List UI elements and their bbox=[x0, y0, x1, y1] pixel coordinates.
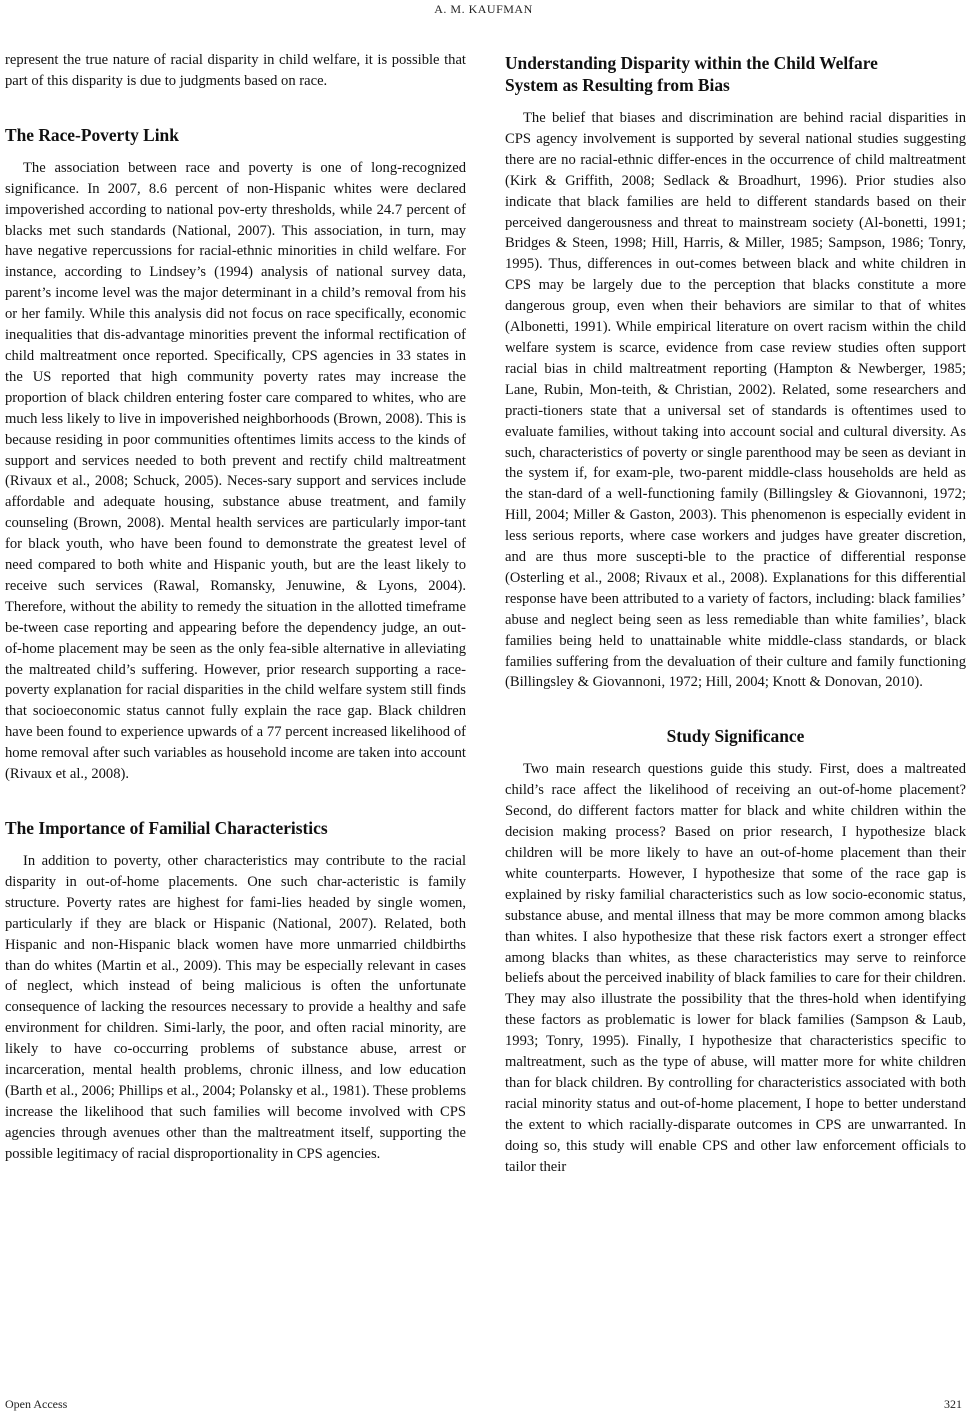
section-title-disparity-bias bbox=[505, 52, 966, 96]
study-significance-paragraph: Two main research questions guide this study. First, does a maltreated child’s race affect the likelihood of receiving an out-of-home placement? Second, do different factors matter for black and white children within the decision making process? Based on prior research, I hypothesize black children will be more likely to have an out-of-home placement than their white counterparts. However, I hypothesize that some of the race gap is explained by risky familial characteristics such as low socio-economic status, substance abuse, and mental illness that may be more common among blacks than whites. I also hypothesize that these risk factors exert a stronger effect among blacks than whites, as these characteristics may serve to reinforce beliefs about the perceived inability of black families to care for their children. They may also illustrate the possibility that the thres-hold when identifying these factors as problematic is lower for black families (Sampson & Laub, 1993; Tonry, 1995). Finally, I hypothesize that characteristics specific to maltreatment, such as the type of abuse, will matter more for white children than for black children. By controlling for characteristics associated with both racial minority status and out-of-home placement, I hope to better understand the extent to which racially-disparate outcomes in CPS are unwarranted. In doing so, this study will enable CPS and other law enforcement officials to tailor their bbox=[505, 761, 966, 1175]
section-title-familial-characteristics: The Importance of Familial Characteristics bbox=[5, 818, 328, 838]
intro-paragraph: represent the true nature of racial disparity in child welfare, it is possible that part of this disparity is due to judgments based on race. bbox=[5, 52, 466, 89]
section-title-study-significance: Study Significance bbox=[666, 726, 805, 747]
left-column bbox=[5, 50, 466, 1165]
section-title-disparity-bias-line1: Understanding Disparity within the Child Welfare bbox=[505, 53, 878, 73]
footer-page-number: 321 bbox=[944, 1397, 962, 1411]
footer-journal: Open Access bbox=[5, 1397, 68, 1411]
section-title-race-poverty: The Race-Poverty Link bbox=[5, 124, 179, 145]
running-header: A. M. KAUFMAN bbox=[434, 2, 533, 16]
race-poverty-paragraph: The association between race and poverty is one of long-recognized significance. In 2007, 8.6 percent of non-Hispanic whites were declared impoverished according to national pov-erty thresholds, while 24.7 percent of blacks met such standards (National, 2007). This association, in turn, may have negative repercussions for racial-ethnic minorities in child welfare. For instance, according to Lindsey’s (1994) analysis of national survey data, parent’s income level was the major determinant in a child’s removal from his or her family. While this analysis did not focus on race specifically, economic inequalities that dis-advantage minorities prevent the informal rectification of child maltreatment once reported. Specifically, CPS agencies in 33 states in the US reported that high community poverty rates may increase the proportion of black children entering foster care compared to whites, who are much less likely to live in impoverished neighborhoods (Brown, 2008). This is because residing in poor communities oftentimes limits access to the kinds of support and services needed to both prevent and rectify child maltreatment (Rivaux et al., 2008; Schuck, 2005). Neces-sary support and services include affordable and adequate housing, substance abuse treatment, and family counseling (Brown, 2008). Mental health services are particularly impor-tant for black youth, who have been found to demonstrate the greatest level of need compared to both white and Hispanic youth, but are the least likely to receive such services (Rawal, Romansky, Jenuwine, & Lyons, 2004). Therefore, without the ability to remedy the situation in the allotted timeframe be-tween case reporting and appearing before the dependency judge, an out-of-home placement may be seen as the only fea-sible alternative in alleviating the maltreated child’s suffering. However, prior research supporting a race-poverty explanation for racial disparities in the child welfare system still finds that socioeconomic status cannot fully explain the race gap. Black children have been found to experience upwards of a 77 percent increased likelihood of home removal after such variables as household income are taken into account (Rivaux et al., 2008). bbox=[5, 159, 466, 783]
section-title-disparity-bias-line2: System as Resulting from Bias bbox=[505, 75, 730, 95]
right-column bbox=[505, 50, 966, 1178]
disparity-bias-paragraph: The belief that biases and discrimination are behind racial disparities in CPS agency involvement is supported by several national studies suggesting there are no racial-ethnic differ-ences in the occurrence of child maltreatment (Kirk & Griffith, 2008; Sedlack & Broadhurt, 1996). Prior studies also indicate that black families are held to different standards based on their perceived dangerousness and threat to mainstream society (Al-bonetti, 1991; Bridges & Steen, 1998; Hill, Harris, & Miller, 1985; Sampson, 1986; Tonry, 1995). Thus, differences in out-comes between black and white children in CPS may be largely due to the perception that blacks constitute a more dangerous group, even when their behaviors are similar to that of whites (Albonetti, 1991). While empirical literature on overt racism within the child welfare system is scarce, evidence from case review studies often support racial bias in child maltreatment reporting (Hampton & Newberger, 1985; Lane, Rubin, Mon-teith, & Christian, 2002). Related, some researchers and practi-tioners state that a universal set of standards is oftentimes used to evaluate families, without taking into account social and cultural diversity. As such, characteristics of poverty or single parenthood may be seen as deviant in the system if, for exam-ple, two-parent middle-class households are held as the stan-dard of a well-functioning family (Billingsley & Giovannoni, 1972; Hill, 2004; Miller & Gaston, 2003). This phenomenon is especially evident in less serious reports, where case workers and judges have greater discretion, and are thus more suscepti-ble to the practice of differential response (Osterling et al., 2008; Rivaux et al., 2008). Explanations for this differential response have been attributed to a variety of factors, including: black families’ abuse and neglect being seen as less remediable than white families’, black families being held to unattainable white middle-class standards, or black families suffering from the devaluation of their culture and family functioning (Billingsley & Giovannoni, 1972; Hill, 2004; Knott & Donovan, 2010). bbox=[505, 110, 966, 691]
familial-characteristics-paragraph: In addition to poverty, other characteristics may contribute to the racial disparity in out-of-home placements. One such char-acteristic is family structure. Poverty rates are highest for fami-lies headed by single women, particularly if they are black or Hispanic (National, 2007). Related, both Hispanic and non-Hispanic black women have more unmarried childbirths than do whites (Martin et al., 2009). This may be especially relevant in cases of neglect, which instead of being malicious is often the unfortunate consequence of lacking the resources necessary to provide a healthy and safe environment for children. Simi-larly, the poor, and often racial minority, are likely to have co-occurring problems of substance abuse, arrest or incarceration, mental health problems, chronic illness, and low education (Barth et al., 2006; Phillips et al., 2004; Polansky et al., 1981). These problems increase the likelihood that such families will become involved with CPS agencies through avenues other than the maltreatment itself, supporting the possible legitimacy of racial disproportionality in CPS agencies. bbox=[5, 853, 466, 1162]
